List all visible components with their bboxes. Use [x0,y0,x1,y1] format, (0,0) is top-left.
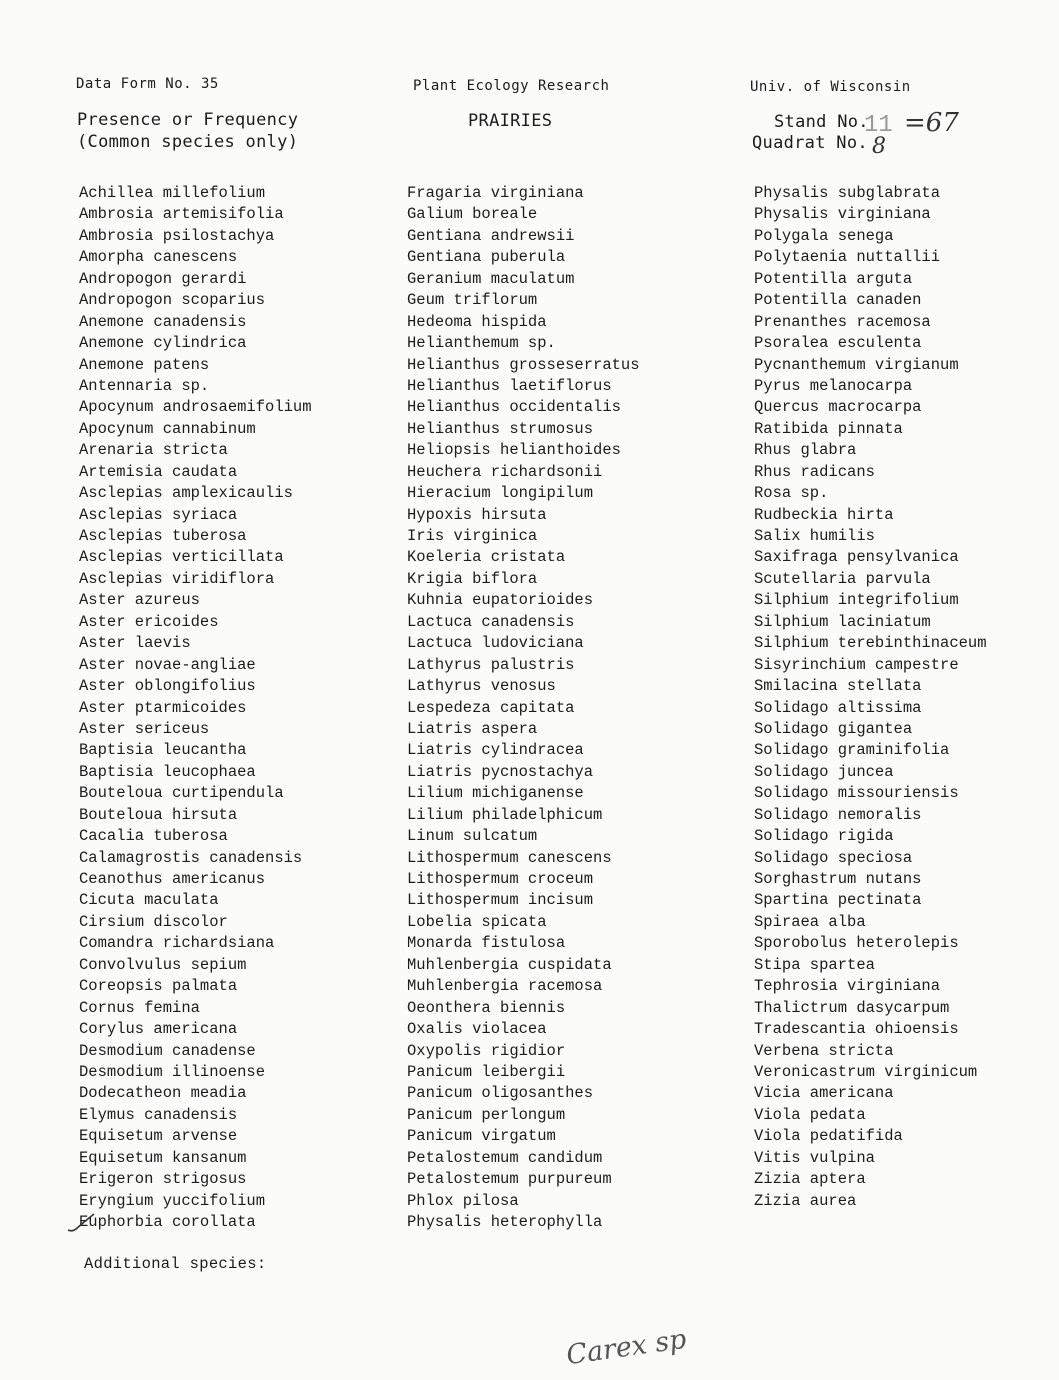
species-item: Liatris cylindracea [407,741,584,760]
subtitle-line-1: Presence or Frequency [77,110,299,130]
species-item: Desmodium illinoense [79,1062,266,1081]
species-item: Kuhnia eupatorioides [407,591,594,610]
species-item: Potentilla canaden [754,291,922,310]
species-item: Erigeron strigosus [79,1170,247,1189]
species-item: Phlox pilosa [407,1191,519,1210]
species-item: Elymus canadensis [79,1105,238,1124]
species-item: Vitis vulpina [754,1148,875,1167]
species-item: Polygala senega [754,226,894,245]
species-item: Asclepias tuberosa [79,527,247,545]
quadrat-label: Quadrat No. [752,133,868,153]
species-item: Solidago gigantea [754,719,913,738]
species-item: Krigia biflora [407,569,538,588]
species-item: Asclepias syriaca [79,505,238,524]
species-item: Hedeoma hispida [407,312,547,331]
species-item: Asclepias viridiflora [79,569,275,588]
species-item: Sisyrinchium campestre [754,655,959,674]
species-item: Bouteloua curtipendula [79,784,284,803]
species-item: Eryngium yuccifolium [79,1191,266,1210]
species-item: Petalostemum purpureum [407,1170,612,1189]
species-item: Tephrosia virginiana [754,977,941,996]
species-item: Linum sulcatum [407,827,538,846]
species-item: Smilacina stellata [754,677,922,696]
species-column-3 [754,183,987,1212]
species-item: Veronicastrum virginicum [754,1062,978,1081]
species-item: Muhlenbergia cuspidata [407,955,612,974]
species-item: Koeleria cristata [407,548,566,567]
species-item: Anemone cylindrica [79,334,247,353]
species-item: Arenaria stricta [79,441,228,460]
species-item: Cirsium discolor [79,912,228,931]
species-item: Lathyrus palustris [407,655,575,674]
species-item: Ceanothus americanus [79,870,266,888]
species-item: Andropogon gerardi [79,269,247,288]
species-item: Aster novae-angliae [79,655,256,674]
species-item: Solidago speciosa [754,848,913,867]
species-item: Stipa spartea [754,955,875,974]
species-item: Solidago nemoralis [754,805,922,824]
species-item: Lithospermum incisum [407,891,594,910]
species-item: Physalis subglabrata [754,184,941,202]
species-item: Cornus femina [79,998,200,1017]
species-item: Convolvulus sepium [79,955,247,974]
species-item: Cicuta maculata [79,891,219,910]
species-item: Heuchera richardsonii [407,462,603,481]
species-item: Achillea millefolium [79,184,266,202]
species-item: Panicum oligosanthes [407,1084,594,1103]
species-item: Lilium philadelphicum [407,805,603,824]
species-item: Panicum virgatum [407,1127,556,1146]
species-item: Dodecatheon meadia [79,1084,247,1103]
page-title: PRAIRIES [468,111,553,131]
species-item: Lathyrus venosus [407,677,556,696]
species-item: Geum triflorum [407,291,538,310]
species-item: Silphium laciniatum [754,612,931,631]
species-item: Sporobolus heterolepis [754,934,959,953]
species-item: Iris virginica [407,527,538,545]
species-item: Aster laevis [79,634,191,653]
stand-number-printed: 11 [864,112,893,139]
species-item: Physalis virginiana [754,205,931,224]
species-item: Panicum leibergii [407,1062,566,1081]
species-item: Aster azureus [79,591,200,610]
species-item: Monarda fistulosa [407,934,566,953]
species-item: Corylus americana [79,1020,238,1039]
species-item: Lactuca ludoviciana [407,634,584,653]
species-item: Saxifraga pensylvanica [754,548,959,567]
species-item: Liatris pycnostachya [407,762,594,781]
research-title: Plant Ecology Research [413,78,610,94]
species-item: Zizia aptera [754,1170,866,1189]
species-item: Solidago missouriensis [754,784,959,803]
species-item: Andropogon scoparius [79,291,266,310]
species-item: Rhus glabra [754,441,857,460]
species-item: Prenanthes racemosa [754,312,931,331]
species-item: Hypoxis hirsuta [407,505,547,524]
species-item: Petalostemum candidum [407,1148,603,1167]
species-item: Pyrus melanocarpa [754,376,913,395]
additional-species-label: Additional species: [84,1255,267,1273]
species-item: Solidago juncea [754,762,894,781]
species-item: Antennaria sp. [79,376,210,395]
species-item: Galium boreale [407,205,538,224]
species-item: Lithospermum croceum [407,870,594,888]
stand-number-handwritten: =67 [904,108,959,138]
species-item: Hieracium longipilum [407,484,594,503]
species-item: Panicum perlongum [407,1105,566,1124]
species-item: Salix humilis [754,527,875,545]
species-item: Fragaria virginiana [407,184,584,202]
species-item: Oxypolis rigidior [407,1041,566,1060]
species-column-1 [79,183,312,1233]
species-item: Artemisia caudata [79,462,238,481]
species-item: Heliopsis helianthoides [407,441,621,460]
stand-label: Stand No. [774,112,869,132]
species-item: Aster sericeus [79,719,210,738]
species-item: Pycnanthemum virgianum [754,355,959,374]
species-item: Sorghastrum nutans [754,870,922,888]
species-item: Viola pedata [754,1105,866,1124]
species-item: Quercus macrocarpa [754,398,922,417]
species-item: Lactuca canadensis [407,612,575,631]
species-item: Helianthus strumosus [407,419,594,438]
species-item: Vicia americana [754,1084,894,1103]
species-item: Apocynum androsaemifolium [79,398,312,417]
species-item: Muhlenbergia racemosa [407,977,603,996]
species-item: Solidago rigida [754,827,894,846]
species-item: Polytaenia nuttallii [754,248,941,267]
species-item: Asclepias amplexicaulis [79,484,293,503]
species-column-2 [407,183,640,1233]
species-item: Ratibida pinnata [754,419,903,438]
species-item: Solidago altissima [754,698,922,717]
species-item: Calamagrostis canadensis [79,848,303,867]
species-item: Anemone patens [79,355,210,374]
species-item: Lespedeza capitata [407,698,575,717]
species-item: Physalis heterophylla [407,1213,603,1231]
species-item: Aster ericoides [79,612,219,631]
species-item: Viola pedatifida [754,1127,903,1146]
species-item: Psoralea esculenta [754,334,922,353]
species-item: Desmodium canadense [79,1041,256,1060]
species-item: Thalictrum dasycarpum [754,998,950,1017]
species-item: Zizia aurea [754,1191,857,1210]
species-item: Coreopsis palmata [79,977,238,996]
subtitle-line-2: (Common species only) [77,132,299,152]
species-item: Helianthemum sp. [407,334,556,353]
species-item: Rudbeckia hirta [754,505,894,524]
checkmark-icon [66,1212,96,1234]
additional-species-note: Carex sp [564,1323,689,1372]
species-item: Aster ptarmicoides [79,698,247,717]
species-item: Verbena stricta [754,1041,894,1060]
species-item: Helianthus occidentalis [407,398,621,417]
species-item: Oxalis violacea [407,1020,547,1039]
species-item: Silphium integrifolium [754,591,959,610]
species-item: Equisetum kansanum [79,1148,247,1167]
species-item: Equisetum arvense [79,1127,238,1146]
species-item: Lilium michiganense [407,784,584,803]
species-item: Rosa sp. [754,484,829,503]
species-item: Helianthus grosseserratus [407,355,640,374]
species-item: Solidago graminifolia [754,741,950,760]
species-item: Cacalia tuberosa [79,827,228,846]
university-name: Univ. of Wisconsin [750,79,911,95]
species-item: Asclepias verticillata [79,548,284,567]
species-item: Euphorbia corollata [79,1213,256,1231]
species-item: Oeonthera biennis [407,998,566,1017]
species-item: Liatris aspera [407,719,538,738]
species-item: Baptisia leucantha [79,741,247,760]
species-item: Comandra richardsiana [79,934,275,953]
species-item: Gentiana andrewsii [407,226,575,245]
species-item: Tradescantia ohioensis [754,1020,959,1039]
form-subtitle [77,109,298,153]
species-item: Aster oblongifolius [79,677,256,696]
species-item: Silphium terebinthinaceum [754,634,987,653]
species-item: Gentiana puberula [407,248,566,267]
quadrat-number-handwritten: 8 [872,134,886,159]
species-item: Baptisia leucophaea [79,762,256,781]
species-item: Lobelia spicata [407,912,547,931]
species-item: Ambrosia artemisifolia [79,205,284,224]
species-item: Geranium maculatum [407,269,575,288]
species-item: Potentilla arguta [754,269,913,288]
species-item: Apocynum cannabinum [79,419,256,438]
species-item: Spartina pectinata [754,891,922,910]
species-item: Spiraea alba [754,912,866,931]
species-item: Bouteloua hirsuta [79,805,238,824]
species-item: Amorpha canescens [79,248,238,267]
species-item: Ambrosia psilostachya [79,226,275,245]
species-item: Helianthus laetiflorus [407,376,612,395]
species-item: Anemone canadensis [79,312,247,331]
species-item: Rhus radicans [754,462,875,481]
species-item: Lithospermum canescens [407,848,612,867]
species-item: Scutellaria parvula [754,569,931,588]
form-number: Data Form No. 35 [76,76,219,92]
